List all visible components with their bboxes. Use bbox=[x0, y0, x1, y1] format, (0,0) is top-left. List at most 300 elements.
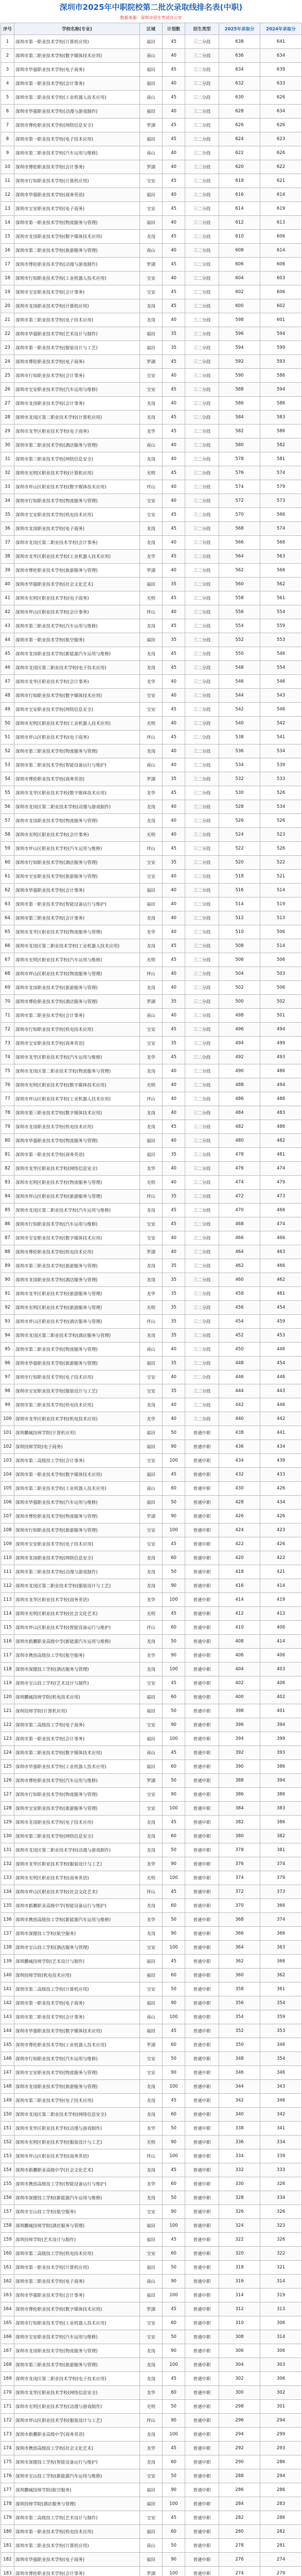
cell-index: 66 bbox=[1, 939, 14, 953]
cell-plan: 45 bbox=[163, 202, 185, 216]
cell-plan: 45 bbox=[163, 550, 185, 564]
cell-region: 龙岗 bbox=[140, 452, 163, 466]
cell-school: 深圳市宝安职业技术学校(机电技术应用) bbox=[14, 508, 140, 522]
cell-school: 深圳市光明区职业技术学校(数字媒体技术应用) bbox=[14, 1078, 140, 1092]
cell-region: 福田 bbox=[140, 35, 163, 49]
cell-school: 深圳市坪山区职业技术学校(商务英语) bbox=[14, 2149, 140, 2163]
cell-index: 62 bbox=[1, 884, 14, 897]
cell-index: 94 bbox=[1, 1329, 14, 1343]
cell-region: 龙岗 bbox=[140, 536, 163, 550]
cell-school: 深圳市龙华区职业技术学校(数字媒体技术应用) bbox=[14, 786, 140, 800]
cell-region: 福田 bbox=[140, 327, 163, 341]
table-row bbox=[1, 452, 302, 466]
cell-school: 深圳市第一职业技术学校(电子技术应用) bbox=[14, 132, 140, 146]
cell-school: 深圳市坪山区职业技术学校(电子商务) bbox=[14, 731, 140, 744]
cell-score-2024: 302 bbox=[260, 2386, 302, 2400]
cell-school: 深圳市博伦职业技术学校(物流服务与管理) bbox=[14, 1510, 140, 1523]
table-row bbox=[1, 2553, 302, 2567]
cell-region: 龙华 bbox=[140, 2386, 163, 2400]
cell-score-2025: 436 bbox=[219, 1440, 260, 1454]
cell-school: 深圳市第二职业技术学校(工业机器人技术应用) bbox=[14, 91, 140, 105]
cell-score-2024: 281 bbox=[260, 2539, 302, 2553]
cell-type: 三二分段 bbox=[185, 480, 219, 494]
cell-score-2024: 583 bbox=[260, 411, 302, 425]
cell-region: 宝安 bbox=[140, 202, 163, 216]
cell-score-2024: 386 bbox=[260, 1788, 302, 1802]
cell-plan: 100 bbox=[163, 2358, 185, 2372]
cell-school: 深圳市博伦职业技术学校(数字媒体技术应用) bbox=[14, 2302, 140, 2316]
cell-region: 宝安 bbox=[140, 1718, 163, 1732]
cell-score-2025: 562 bbox=[219, 564, 260, 578]
cell-score-2025: 506 bbox=[219, 953, 260, 967]
cell-type: 三二分段 bbox=[185, 1398, 219, 1412]
table-row bbox=[1, 2316, 302, 2330]
cell-score-2025: 612 bbox=[219, 216, 260, 230]
cell-plan: 40 bbox=[163, 494, 185, 508]
cell-index: 132 bbox=[1, 1857, 14, 1871]
cell-score-2024: 406 bbox=[260, 1621, 302, 1635]
table-row bbox=[1, 438, 302, 452]
cell-type: 普通中职 bbox=[185, 2149, 219, 2163]
cell-type: 普通中职 bbox=[185, 2525, 219, 2539]
cell-school: 深圳市宝山技工学校(航空服务) bbox=[14, 2205, 140, 2219]
cell-index: 151 bbox=[1, 2122, 14, 2136]
table-row bbox=[1, 1204, 302, 1217]
cell-score-2025: 296 bbox=[219, 2414, 260, 2428]
cell-score-2025: 582 bbox=[219, 425, 260, 438]
cell-school: 深圳市宝安职业技术学校(旅游服务与管理) bbox=[14, 1802, 140, 1816]
cell-plan: 45 bbox=[163, 355, 185, 369]
cell-score-2024: 586 bbox=[260, 397, 302, 411]
cell-score-2025: 446 bbox=[219, 1370, 260, 1384]
table-row bbox=[1, 1718, 302, 1732]
cell-score-2024: 283 bbox=[260, 2497, 302, 2511]
cell-index: 120 bbox=[1, 1690, 14, 1704]
cell-type: 三二分段 bbox=[185, 35, 219, 49]
cell-score-2025: 408 bbox=[219, 1635, 260, 1649]
cell-type: 三二分段 bbox=[185, 1329, 219, 1343]
table-row bbox=[1, 884, 302, 897]
cell-index: 143 bbox=[1, 2010, 14, 2024]
cell-school: 深圳市光明区职业技术学校(旅游服务与管理) bbox=[14, 1301, 140, 1315]
cell-plan: 90 bbox=[163, 2483, 185, 2497]
table-row bbox=[1, 1120, 302, 1134]
cell-score-2024: 542 bbox=[260, 717, 302, 731]
cell-score-2025: 508 bbox=[219, 939, 260, 953]
cell-plan: 60 bbox=[163, 2177, 185, 2191]
cell-region: 罗湖 bbox=[140, 1245, 163, 1259]
cell-school: 深圳市博伦职业技术学校(会计事务) bbox=[14, 160, 140, 174]
cell-score-2025: 310 bbox=[219, 2316, 260, 2330]
cell-region: 宝安 bbox=[140, 2205, 163, 2219]
table-row bbox=[1, 1454, 302, 1468]
table-row bbox=[1, 911, 302, 925]
cell-index: 30 bbox=[1, 438, 14, 452]
cell-school: 深圳市龙岗职业技术学校(电子商务) bbox=[14, 522, 140, 536]
cell-type: 普通中职 bbox=[185, 1663, 219, 1676]
cell-score-2025: 352 bbox=[219, 2024, 260, 2038]
cell-index: 85 bbox=[1, 1204, 14, 1217]
cell-score-2024: 279 bbox=[260, 2567, 302, 2576]
cell-plan: 35 bbox=[163, 341, 185, 355]
cell-score-2025: 564 bbox=[219, 550, 260, 564]
cell-score-2024: 593 bbox=[260, 355, 302, 369]
cell-school: 深圳市华强职业技术学校(电子商务) bbox=[14, 63, 140, 77]
table-row bbox=[1, 299, 302, 313]
cell-type: 普通中职 bbox=[185, 2010, 219, 2024]
cell-score-2025: 362 bbox=[219, 1955, 260, 1969]
table-row bbox=[1, 132, 302, 146]
cell-school: 深圳市行知职业技术学校(工业机器人技术应用) bbox=[14, 272, 140, 285]
cell-score-2025: 346 bbox=[219, 2066, 260, 2080]
table-row bbox=[1, 675, 302, 689]
cell-plan: 90 bbox=[163, 1927, 185, 1941]
cell-index: 134 bbox=[1, 1885, 14, 1899]
cell-score-2025: 576 bbox=[219, 466, 260, 480]
cell-score-2024: 561 bbox=[260, 591, 302, 605]
cell-school: 深圳市第一职业技术学校(服装设计与工艺) bbox=[14, 341, 140, 355]
cell-school: 深圳市龙岗区第二职业技术学校(会计事务) bbox=[14, 536, 140, 550]
cell-region: 福田 bbox=[140, 1996, 163, 2010]
cell-school: 深圳市行知职业技术学校(酒店服务与管理) bbox=[14, 856, 140, 870]
cell-score-2025: 544 bbox=[219, 689, 260, 703]
cell-score-2025: 326 bbox=[219, 2205, 260, 2219]
cell-type: 三二分段 bbox=[185, 925, 219, 939]
cell-region: 龙岗 bbox=[140, 1259, 163, 1273]
cell-score-2024: 553 bbox=[260, 633, 302, 647]
cell-region: 龙岗 bbox=[140, 2080, 163, 2094]
cell-plan: 100 bbox=[163, 1871, 185, 1885]
cell-region: 光明 bbox=[140, 1301, 163, 1315]
cell-type: 三二分段 bbox=[185, 188, 219, 202]
cell-school: 深圳市行知职业技术学校(电子技术应用) bbox=[14, 1370, 140, 1384]
cell-index: 152 bbox=[1, 2136, 14, 2149]
cell-type: 普通中职 bbox=[185, 1635, 219, 1649]
table-row bbox=[1, 1482, 302, 1496]
table-row bbox=[1, 1913, 302, 1927]
cell-score-2024: 294 bbox=[260, 2469, 302, 2483]
cell-index: 86 bbox=[1, 1217, 14, 1231]
cell-region: 龙岗 bbox=[140, 1273, 163, 1287]
cell-type: 三二分段 bbox=[185, 981, 219, 995]
table-row bbox=[1, 1315, 302, 1329]
cell-school: 深圳市携创高级技工学校(新能源汽车运用与维修) bbox=[14, 1913, 140, 1927]
cell-index: 43 bbox=[1, 619, 14, 633]
cell-score-2025: 314 bbox=[219, 2289, 260, 2302]
cell-score-2024: 313 bbox=[260, 2302, 302, 2316]
cell-index: 21 bbox=[1, 313, 14, 327]
cell-type: 普通中职 bbox=[185, 1899, 219, 1913]
cell-score-2025: 454 bbox=[219, 1315, 260, 1329]
cell-type: 三二分段 bbox=[185, 508, 219, 522]
table-row bbox=[1, 1009, 302, 1023]
cell-index: 175 bbox=[1, 2455, 14, 2469]
cell-plan: 45 bbox=[163, 2024, 185, 2038]
cell-score-2025: 606 bbox=[219, 258, 260, 272]
cell-score-2025: 302 bbox=[219, 2372, 260, 2386]
cell-score-2024: 293 bbox=[260, 2442, 302, 2455]
cell-type: 三二分段 bbox=[185, 1384, 219, 1398]
cell-plan: 40 bbox=[163, 1370, 185, 1384]
cell-index: 41 bbox=[1, 591, 14, 605]
cell-index: 72 bbox=[1, 1023, 14, 1037]
table-row bbox=[1, 786, 302, 800]
table-row bbox=[1, 1843, 302, 1857]
cell-region: 福田 bbox=[140, 2233, 163, 2247]
cell-school: 深圳市坪山区职业技术学校(服装设计与工艺) bbox=[14, 2414, 140, 2428]
cell-region: 龙岗 bbox=[140, 1663, 163, 1676]
cell-score-2025: 370 bbox=[219, 1899, 260, 1913]
cell-index: 97 bbox=[1, 1370, 14, 1384]
cell-score-2024: 382 bbox=[260, 1829, 302, 1843]
cell-score-2024: 373 bbox=[260, 1885, 302, 1899]
cell-plan: 40 bbox=[163, 1009, 185, 1023]
ranking-table bbox=[1, 23, 302, 2576]
cell-index: 65 bbox=[1, 925, 14, 939]
cell-region: 坪山 bbox=[140, 842, 163, 856]
cell-school: 深圳市新鹏职业高级中学(社会文化艺术) bbox=[14, 2163, 140, 2177]
cell-type: 三二分段 bbox=[185, 49, 219, 63]
cell-plan: 45 bbox=[163, 1217, 185, 1231]
cell-school: 深圳市华强职业技术学校(会计事务) bbox=[14, 2289, 140, 2302]
cell-type: 三二分段 bbox=[185, 105, 219, 118]
header-type: 招生类型 bbox=[185, 23, 219, 35]
cell-score-2024: 494 bbox=[260, 1023, 302, 1037]
cell-type: 三二分段 bbox=[185, 1120, 219, 1134]
table-row bbox=[1, 2330, 302, 2344]
cell-score-2024: 394 bbox=[260, 1718, 302, 1732]
cell-school: 深圳市深德技工学校(航空服务) bbox=[14, 1927, 140, 1941]
table-row bbox=[1, 411, 302, 425]
cell-type: 三二分段 bbox=[185, 299, 219, 313]
cell-score-2024: 599 bbox=[260, 341, 302, 355]
table-row bbox=[1, 2497, 302, 2511]
cell-school: 深圳市龙华区职业技术学校(会计事务) bbox=[14, 675, 140, 689]
cell-score-2024: 334 bbox=[260, 2136, 302, 2149]
cell-region: 龙岗 bbox=[140, 661, 163, 675]
cell-plan: 60 bbox=[163, 2247, 185, 2261]
cell-score-2024: 426 bbox=[260, 1537, 302, 1551]
cell-school: 深圳市第二职业技术学校(工业机器人技术应用) bbox=[14, 1482, 140, 1496]
cell-index: 141 bbox=[1, 1982, 14, 1996]
cell-score-2024: 641 bbox=[260, 35, 302, 49]
cell-index: 161 bbox=[1, 2261, 14, 2275]
cell-type: 三二分段 bbox=[185, 814, 219, 828]
cell-region: 龙岗 bbox=[140, 1204, 163, 1217]
cell-school: 深圳市第二职业技术学校(汽车运用与维修) bbox=[14, 146, 140, 160]
cell-plan: 40 bbox=[163, 272, 185, 285]
header-score-2024: 2024年录取分 bbox=[260, 23, 302, 35]
cell-type: 三二分段 bbox=[185, 856, 219, 870]
cell-index: 11 bbox=[1, 174, 14, 188]
header-plan: 计划数 bbox=[163, 23, 185, 35]
cell-region: 龙华 bbox=[140, 675, 163, 689]
cell-score-2024: 582 bbox=[260, 438, 302, 452]
cell-score-2025: 424 bbox=[219, 1523, 260, 1537]
cell-type: 三二分段 bbox=[185, 118, 219, 132]
cell-index: 15 bbox=[1, 230, 14, 244]
cell-school: 深圳市龙岗区第二职业技术学校(动漫与游戏制作) bbox=[14, 800, 140, 814]
cell-plan: 50 bbox=[163, 1565, 185, 1579]
table-row bbox=[1, 2080, 302, 2094]
cell-region: 福田 bbox=[140, 578, 163, 591]
cell-index: 158 bbox=[1, 2219, 14, 2233]
cell-school: 深圳市新鹏职业高级中学(商务英语) bbox=[14, 2428, 140, 2442]
cell-score-2025: 330 bbox=[219, 2177, 260, 2191]
cell-region: 南山 bbox=[140, 1009, 163, 1023]
cell-school: 深圳市深德技工学校(智能设备运行与维护) bbox=[14, 2455, 140, 2469]
cell-score-2024: 442 bbox=[260, 1412, 302, 1426]
cell-school: 深圳市行知职业技术学校(旅游服务与管理) bbox=[14, 1523, 140, 1537]
table-row bbox=[1, 1663, 302, 1676]
cell-index: 114 bbox=[1, 1607, 14, 1621]
cell-score-2025: 350 bbox=[219, 2038, 260, 2052]
table-row bbox=[1, 800, 302, 814]
cell-score-2024: 406 bbox=[260, 1649, 302, 1663]
cell-score-2024: 414 bbox=[260, 1635, 302, 1649]
cell-plan: 40 bbox=[163, 160, 185, 174]
cell-region: 宝安 bbox=[140, 1370, 163, 1384]
table-row bbox=[1, 1955, 302, 1969]
table-row bbox=[1, 2024, 302, 2038]
cell-type: 三二分段 bbox=[185, 466, 219, 480]
cell-score-2024: 326 bbox=[260, 2205, 302, 2219]
cell-plan: 40 bbox=[163, 452, 185, 466]
cell-index: 60 bbox=[1, 856, 14, 870]
cell-region: 罗湖 bbox=[140, 355, 163, 369]
cell-plan: 45 bbox=[163, 2372, 185, 2386]
cell-index: 183 bbox=[1, 2567, 14, 2576]
cell-score-2025: 284 bbox=[219, 2497, 260, 2511]
cell-region: 福田 bbox=[140, 2024, 163, 2038]
cell-score-2024: 486 bbox=[260, 1092, 302, 1106]
cell-plan: 40 bbox=[163, 438, 185, 452]
cell-index: 100 bbox=[1, 1412, 14, 1426]
cell-plan: 90 bbox=[163, 1579, 185, 1593]
cell-region: 龙岗 bbox=[140, 2163, 163, 2177]
cell-school: 深圳市行知职业技术学校(机电技术应用) bbox=[14, 1023, 140, 1037]
cell-school: 深圳市第二高级技工学校(计算机应用) bbox=[14, 1982, 140, 1996]
cell-type: 三二分段 bbox=[185, 1273, 219, 1287]
cell-plan: 45 bbox=[163, 522, 185, 536]
table-row bbox=[1, 1217, 302, 1231]
cell-region: 宝安 bbox=[140, 174, 163, 188]
cell-school: 深圳市坪山区职业技术学校(旅游服务与管理) bbox=[14, 1190, 140, 1204]
cell-plan: 50 bbox=[163, 2191, 185, 2205]
cell-index: 9 bbox=[1, 146, 14, 160]
table-row bbox=[1, 494, 302, 508]
cell-score-2024: 363 bbox=[260, 1941, 302, 1955]
cell-type: 普通中职 bbox=[185, 2219, 219, 2233]
cell-region: 罗湖 bbox=[140, 772, 163, 786]
cell-school: 深圳市第一职业技术学校(航空服务) bbox=[14, 633, 140, 647]
cell-plan: 45 bbox=[163, 1607, 185, 1621]
cell-score-2024: 306 bbox=[260, 2316, 302, 2330]
cell-score-2025: 316 bbox=[219, 2275, 260, 2289]
cell-region: 宝安 bbox=[140, 1217, 163, 1231]
cell-plan: 45 bbox=[163, 299, 185, 313]
cell-score-2024: 454 bbox=[260, 1357, 302, 1370]
cell-region: 宝安 bbox=[140, 285, 163, 299]
cell-region: 龙岗 bbox=[140, 1635, 163, 1649]
cell-region: 宝安 bbox=[140, 2316, 163, 2330]
cell-type: 普通中职 bbox=[185, 1676, 219, 1690]
cell-index: 172 bbox=[1, 2414, 14, 2428]
cell-type: 普通中职 bbox=[185, 2233, 219, 2247]
cell-plan: 100 bbox=[163, 1593, 185, 1607]
table-row bbox=[1, 1231, 302, 1245]
cell-region: 南山 bbox=[140, 146, 163, 160]
cell-type: 普通中职 bbox=[185, 2553, 219, 2567]
cell-score-2024: 622 bbox=[260, 160, 302, 174]
cell-plan: 45 bbox=[163, 1885, 185, 1899]
cell-plan: 50 bbox=[163, 1704, 185, 1718]
cell-index: 44 bbox=[1, 633, 14, 647]
cell-score-2025: 286 bbox=[219, 2483, 260, 2497]
cell-score-2024: 586 bbox=[260, 369, 302, 383]
cell-school: 深圳鹏城技师学院(酒店服务与管理) bbox=[14, 2219, 140, 2233]
cell-school: 深圳鹏城技师学院(机电技术应用) bbox=[14, 1690, 140, 1704]
cell-region: 罗湖 bbox=[140, 2302, 163, 2316]
cell-school: 深圳市光明区职业技术学校(工业机器人技术应用) bbox=[14, 717, 140, 731]
cell-plan: 35 bbox=[163, 1384, 185, 1398]
cell-type: 三二分段 bbox=[185, 341, 219, 355]
cell-score-2025: 548 bbox=[219, 661, 260, 675]
cell-score-2025: 356 bbox=[219, 1996, 260, 2010]
cell-region: 龙岗 bbox=[140, 230, 163, 244]
cell-score-2024: 486 bbox=[260, 1064, 302, 1078]
cell-index: 6 bbox=[1, 105, 14, 118]
cell-score-2025: 440 bbox=[219, 1412, 260, 1426]
table-row bbox=[1, 327, 302, 341]
cell-score-2025: 550 bbox=[219, 647, 260, 661]
table-row bbox=[1, 1050, 302, 1064]
cell-type: 普通中职 bbox=[185, 2400, 219, 2414]
cell-index: 84 bbox=[1, 1190, 14, 1204]
cell-type: 普通中职 bbox=[185, 2414, 219, 2428]
table-row bbox=[1, 1565, 302, 1579]
cell-school: 深圳市坪山区职业技术学校(汽车运用与维修) bbox=[14, 842, 140, 856]
cell-score-2025: 498 bbox=[219, 1009, 260, 1023]
cell-type: 普通中职 bbox=[185, 2483, 219, 2497]
table-row bbox=[1, 2358, 302, 2372]
cell-school: 深圳市第三职业技术学校(会计事务) bbox=[14, 911, 140, 925]
cell-plan: 40 bbox=[163, 870, 185, 884]
cell-region: 福田 bbox=[140, 105, 163, 118]
table-row bbox=[1, 814, 302, 828]
cell-region: 龙华 bbox=[140, 786, 163, 800]
cell-score-2025: 324 bbox=[219, 2219, 260, 2233]
cell-plan: 40 bbox=[163, 1398, 185, 1412]
cell-region: 福田 bbox=[140, 2289, 163, 2302]
cell-region: 龙岗 bbox=[140, 1329, 163, 1343]
cell-score-2024: 326 bbox=[260, 2233, 302, 2247]
cell-region: 宝安 bbox=[140, 2330, 163, 2344]
cell-type: 普通中职 bbox=[185, 1551, 219, 1565]
cell-score-2024: 274 bbox=[260, 2553, 302, 2567]
table-row bbox=[1, 160, 302, 174]
cell-score-2024: 379 bbox=[260, 1871, 302, 1885]
table-row bbox=[1, 1732, 302, 1746]
cell-type: 三二分段 bbox=[185, 1064, 219, 1078]
table-row bbox=[1, 2191, 302, 2205]
cell-plan: 45 bbox=[163, 118, 185, 132]
cell-index: 36 bbox=[1, 522, 14, 536]
cell-score-2025: 610 bbox=[219, 230, 260, 244]
cell-type: 普通中职 bbox=[185, 1523, 219, 1537]
cell-region: 宝安 bbox=[140, 494, 163, 508]
table-row bbox=[1, 35, 302, 49]
